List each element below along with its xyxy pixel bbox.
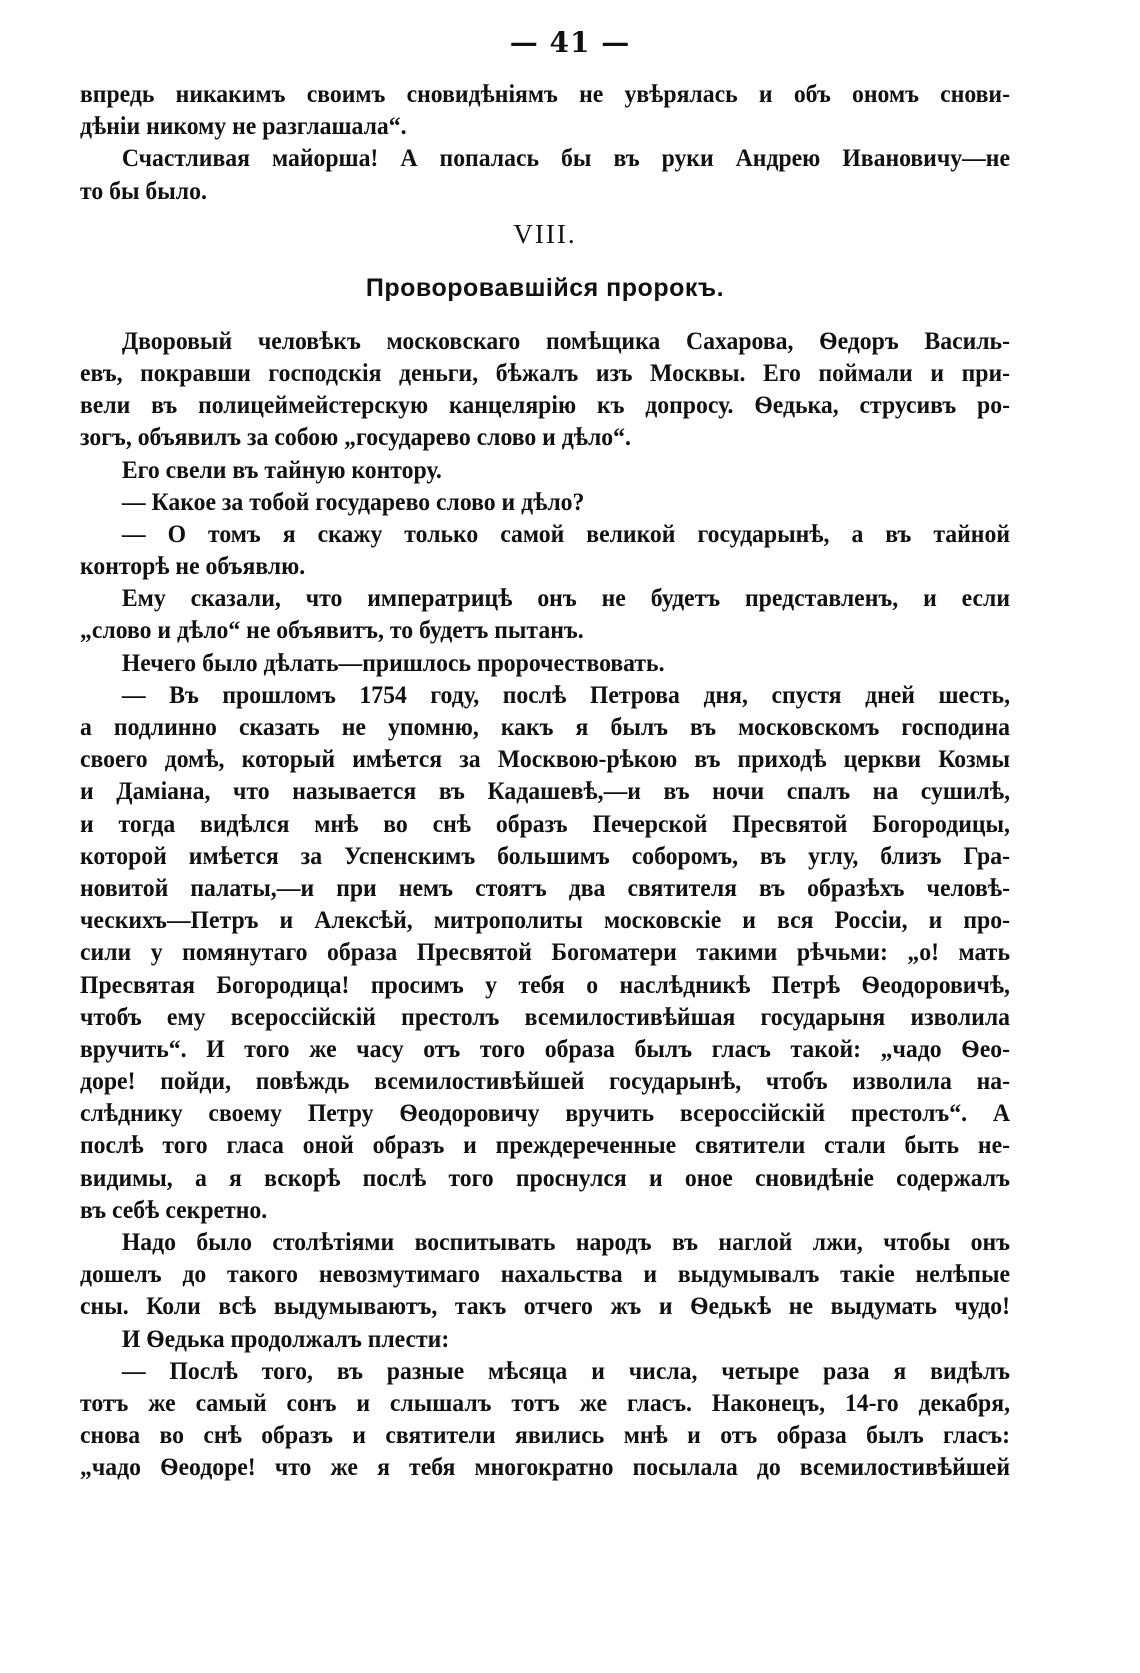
text-line: которой имѣется за Успенскимъ большимъ соборомъ, въ углу, близъ Гра-	[80, 840, 1010, 870]
text-line: и Даміана, что называется въ Кадашевѣ,—и въ ночи спалъ на сушилѣ,	[80, 776, 1010, 806]
text-line: впредь никакимъ своимъ сновидѣніямъ не увѣрялась и объ ономъ снови-	[80, 79, 1010, 108]
text-line: новитой палаты,—и при немъ стоятъ два святителя въ образѣхъ человѣ-	[80, 872, 1010, 902]
text-line: снова во снѣ образъ и святители явились мнѣ и отъ образа былъ гласъ:	[80, 1420, 1010, 1450]
text-line: доре! пойди, повѣждь всемилостивѣйшей государынѣ, чтобъ изволила на-	[80, 1066, 1010, 1096]
page-number: — 41 —	[509, 26, 631, 59]
text-line: конторѣ не объявлю.	[80, 551, 306, 581]
text-line: вручить“. И того же часу отъ того образа былъ гласъ такой: „чадо Ѳео-	[80, 1033, 1010, 1063]
text-line: — Послѣ того, въ разные мѣсяца и числа, четыре раза я видѣлъ	[121, 1355, 1011, 1385]
text-line: Нечего было дѣлать—пришлось пророчествовать.	[121, 647, 665, 677]
text-line: и тогда видѣлся мнѣ во снѣ образъ Печерской Пресвятой Богородицы,	[80, 808, 1010, 838]
text-line: своего домѣ, который имѣется за Москвою-рѣкою въ приходѣ церкви Козмы	[80, 744, 1010, 774]
chapter-number: VIII.	[513, 218, 577, 249]
text-line: И Ѳедька продолжалъ плести:	[121, 1323, 450, 1353]
text-line: „слово и дѣло“ не объявитъ, то будетъ пытанъ.	[80, 615, 584, 645]
text-line: зогъ, объявилъ за собою „государево слово и дѣло“.	[80, 422, 631, 452]
text-line: въ себѣ секретно.	[80, 1194, 268, 1224]
text-line: а подлинно сказать не упомню, какъ я былъ въ московскомъ господина	[80, 712, 1010, 741]
text-line: дѣніи никому не разглашала“.	[80, 111, 407, 141]
text-line: послѣ того гласа оной образъ и преждереченные святители стали быть не-	[80, 1130, 1010, 1160]
text-line: Его свели въ тайную контору.	[121, 454, 442, 484]
text-line: дошелъ до такого невозмутимаго нахальства и выдумывалъ такіе нелѣпые	[80, 1259, 1010, 1289]
text-line: сили у помянутаго образа Пресвятой Богоматери такими рѣчьми: „о! мать	[80, 937, 1010, 967]
text-line: то бы было.	[80, 175, 207, 205]
chapter-title: Проворовавшійся пророкъ.	[365, 273, 725, 302]
text-line: Ему сказали, что императрицѣ онъ не будетъ представленъ, и если	[121, 583, 1011, 613]
text-line: — Какое за тобой государево слово и дѣло?	[121, 486, 585, 516]
text-block	[80, 78, 1010, 1484]
text-line: „чадо Ѳеодоре! что же я тебя многократно посылала до всемилостивѣйшей	[80, 1452, 1010, 1482]
text-line: видимы, а я вскорѣ послѣ того проснулся и оное сновидѣніе содержалъ	[80, 1162, 1010, 1192]
text-line: слѣднику своему Петру Ѳеодоровичу вручить всероссійскій престолъ“. А	[80, 1098, 1010, 1128]
text-line: Пресвятая Богородица! просимъ у тебя о наслѣдникѣ Петрѣ Ѳеодоровичѣ,	[80, 969, 1010, 999]
text-line: Дворовый человѣкъ московскаго помѣщика Сахарова, Ѳедоръ Василь-	[121, 325, 1011, 355]
text-line: евъ, покравши господскія деньги, бѣжалъ изъ Москвы. Его поймали и при-	[80, 357, 1010, 387]
text-line: тотъ же самый сонъ и слышалъ тотъ же гласъ. Наконецъ, 14-го декабря,	[80, 1387, 1010, 1417]
text-line: вели въ полицеймейстерскую канцелярію къ допросу. Ѳедька, струсивъ ро-	[80, 390, 1010, 420]
text-line: Счастливая майорша! А попалась бы въ руки Андрею Ивановичу—не	[121, 143, 1011, 173]
text-line: чтобъ ему всероссійскій престолъ всемилостивѣйшая государыня изволила	[80, 1001, 1010, 1031]
text-line: Надо было столѣтіями воспитывать народъ въ наглой лжи, чтобы онъ	[121, 1227, 1011, 1256]
text-line: сны. Коли всѣ выдумываютъ, такъ отчего жъ и Ѳедькѣ не выдумать чудо!	[80, 1291, 1010, 1321]
text-line: ческихъ—Петръ и Алексѣй, митрополиты московскіе и вся Россіи, и про-	[80, 905, 1010, 935]
text-line: — О томъ я скажу только самой великой государынѣ, а въ тайной	[121, 518, 1011, 548]
text-line: — Въ прошломъ 1754 году, послѣ Петрова дня, спустя дней шесть,	[121, 679, 1011, 709]
